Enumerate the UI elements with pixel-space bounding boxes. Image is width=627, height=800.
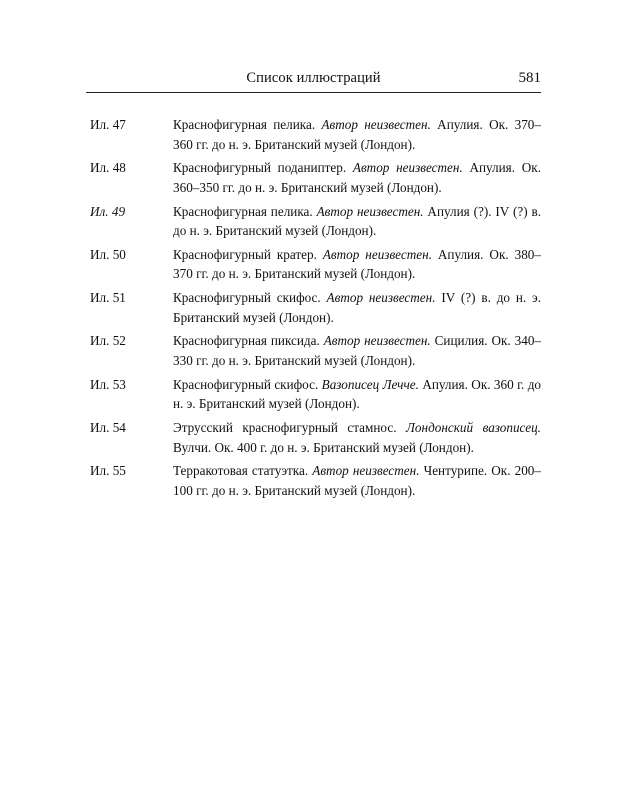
illustration-label: Ил. 48	[90, 160, 126, 176]
illustration-caption	[173, 461, 541, 500]
illustration-caption	[173, 158, 541, 197]
caption-author: Автор неизвестен.	[352, 160, 463, 176]
caption-object: Краснофигурная пиксида.	[173, 333, 324, 349]
caption-object: Терракотовая статуэтка.	[173, 463, 313, 479]
caption-author: Автор неизвестен.	[321, 117, 431, 132]
list-item	[86, 459, 541, 498]
list-item	[86, 373, 541, 412]
caption-author: Лондонский вазописец.	[406, 420, 541, 436]
caption-details: Апулия (?). IV (?) в. до н. э. Британский музей (Лондон).	[173, 203, 541, 239]
illustration-label: Ил. 53	[90, 376, 126, 392]
caption-object: Краснофигурный скифос.	[173, 290, 327, 306]
list-item	[86, 243, 541, 282]
illustration-caption	[173, 418, 541, 457]
illustration-label: Ил. 50	[90, 246, 126, 262]
running-head	[86, 68, 541, 90]
illustration-caption	[173, 375, 541, 414]
list-item	[86, 329, 541, 368]
caption-details: Апулия. Ок. 360 г. до н. э. Британский музей (Лондон).	[173, 376, 542, 412]
list-item	[86, 286, 541, 325]
caption-author: Автор неизвестен.	[316, 203, 424, 219]
running-title: Список иллюстраций	[246, 70, 381, 86]
illustration-label: Ил. 51	[90, 290, 126, 306]
list-item	[86, 416, 541, 455]
caption-object: Краснофигурный кратер.	[173, 246, 323, 262]
illustration-label: Ил. 49	[90, 203, 126, 219]
caption-details: Апулия. Ок. 360–350 гг. до н. э. Британский музей (Лондон).	[173, 160, 541, 195]
illustration-list	[86, 113, 541, 503]
illustration-caption	[173, 245, 541, 284]
list-item	[86, 156, 541, 195]
illustration-caption	[173, 331, 541, 370]
page-number: 581	[518, 70, 541, 86]
header-rule	[86, 92, 541, 93]
list-item	[86, 200, 541, 239]
list-item	[86, 113, 541, 152]
illustration-label: Ил. 47	[90, 117, 126, 132]
caption-details: Чентурипе. Ок. 200–100 гг. до н. э. Британский музей (Лондон).	[173, 463, 541, 498]
caption-author: Автор неизвестен.	[326, 290, 436, 306]
caption-object: Этрусский краснофигурный стамнос.	[173, 420, 406, 436]
caption-author: Автор неизвестен.	[323, 333, 431, 349]
illustration-label: Ил. 54	[90, 420, 126, 436]
illustration-label: Ил. 55	[90, 463, 126, 479]
illustration-caption	[173, 202, 541, 241]
caption-details: Сицилия. Ок. 340–330 гг. до н. э. Британский музей (Лондон).	[173, 333, 542, 369]
caption-details: Апулия. Ок. 370–360 гг. до н. э. Британский музей (Лондон).	[173, 117, 541, 152]
caption-author: Автор неизвестен.	[312, 463, 420, 479]
illustration-caption	[173, 115, 541, 154]
caption-object: Краснофигурный скифос.	[173, 376, 322, 392]
illustration-caption	[173, 288, 541, 327]
caption-object: Краснофигурная пелика.	[173, 203, 317, 219]
illustration-label: Ил. 52	[90, 333, 126, 349]
caption-object: Краснофигурная пелика.	[173, 117, 322, 132]
caption-object: Краснофигурный поданиптер.	[173, 160, 353, 176]
caption-details: Апулия. Ок. 380–370 гг. до н. э. Британский музей (Лондон).	[173, 246, 541, 282]
caption-details: Вулчи. Ок. 400 г. до н. э. Британский музей (Лондон).	[173, 439, 474, 455]
caption-details: IV (?) в. до н. э. Британский музей (Лондон).	[173, 290, 542, 325]
caption-author: Автор неизвестен.	[322, 246, 432, 262]
caption-author: Вазописец Лечче.	[321, 376, 419, 392]
